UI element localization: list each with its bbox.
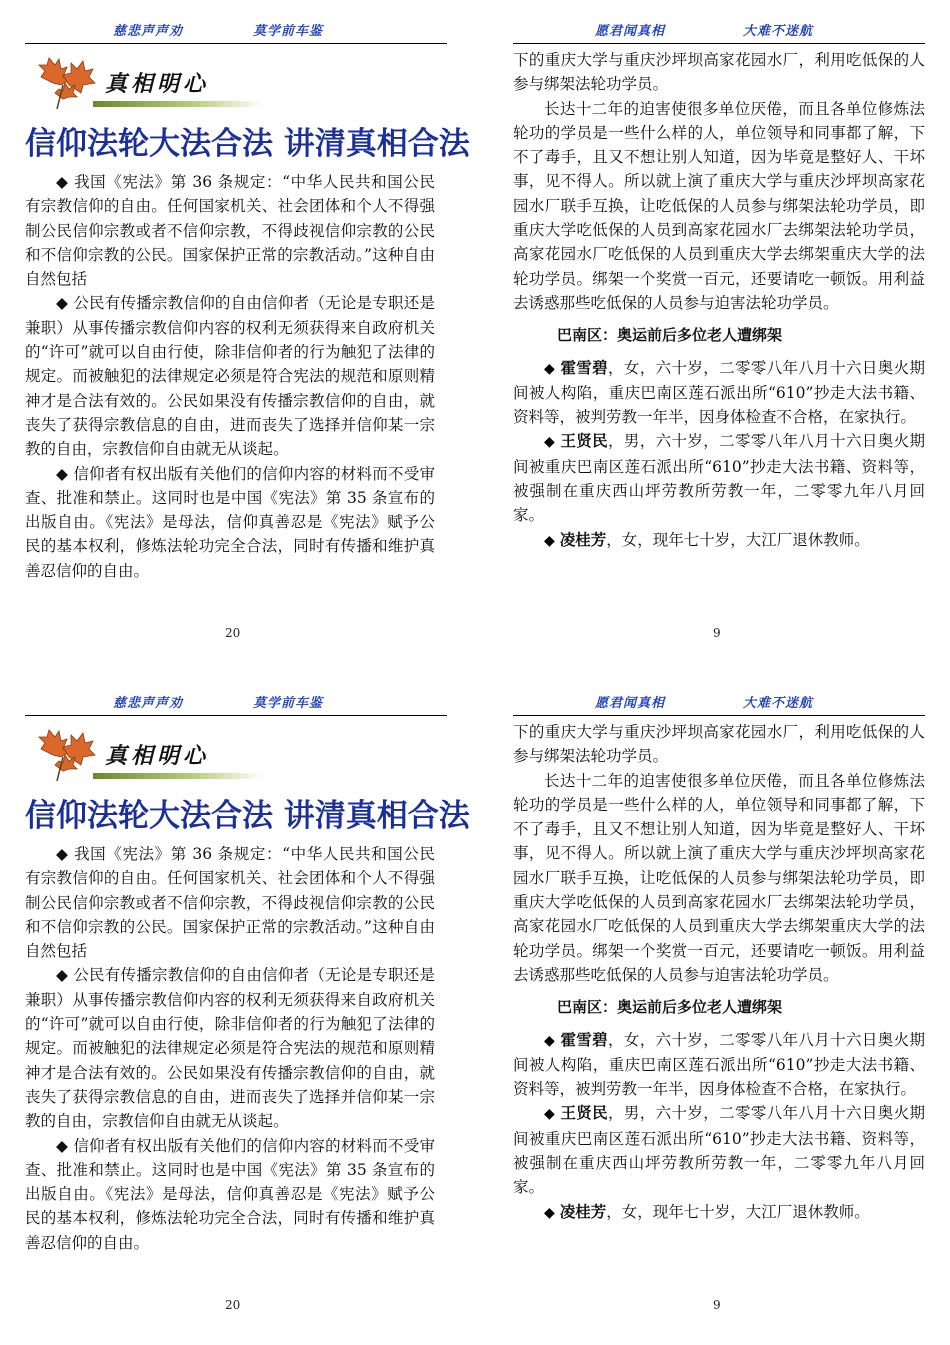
header-text-2: 大难不迷航 [743,696,814,711]
entry [513,1028,925,1102]
header-text-2: 莫学前车鉴 [253,24,324,39]
maple-leaf-icon [33,55,99,111]
entry [513,356,925,430]
header-rule [25,43,447,44]
entry-text: ，男，六十岁，二零零八年八月十六日奥火期间被重庆巴南区莲石派出所“610”抄走大法书籍、资料等，被强制在重庆西山坪劳教所劳教一年，二零零九年八月回家。 [513,1104,925,1197]
header-rule [25,715,447,716]
entry-text: ，女，六十岁，二零零八年八月十六日奥火期间被人构陷，重庆巴南区莲石派出所“610”抄走大法书籍、资料等，被判劳教一年半，因身体检查不合格，在家执行。 [513,358,925,427]
page-number: 9 [713,626,721,640]
entry-name: 王贤民 [560,1103,609,1123]
header-text-1: 愿君闻真相 [595,24,666,39]
header-text-1: 慈悲声声劝 [113,24,184,39]
paragraph: ◆ 信仰者有权出版有关他们的信仰内容的材料而不受审查、批准和禁止。这同时也是中国《宪法》第 35 条宣布的出版自由。《宪法》是母法，信仰真善忍是《宪法》赋予公民的基本权利，修炼法轮功完全合法，同时有传播和维护真善忍信仰的自由。 [25,1136,435,1252]
running-header [25,690,445,714]
section-underline [93,101,263,107]
header-text-2: 莫学前车鉴 [253,696,324,711]
page-spread-top [0,0,950,672]
paragraph: 长达十二年的迫害使很多单位厌倦，而且各单位修炼法轮功的学员是一些什么样的人，单位领导和同事都了解，下不了毒手，且又不想让别人知道，因为毕竟是整好人、干坏事，见不得人。所以就上演了重庆大学与重庆沙坪坝高家花园水厂联手互换，让吃低保的人员参与绑架法轮功学员，即重庆大学吃低保的人员到高家花园水厂去绑架法轮功学员，高家花园水厂吃低保的人员到重庆大学去绑架重庆大学的法轮功学员。绑架一个奖赏一百元，还要请吃一顿饭。用利益去诱惑那些吃低保的人员参与迫害法轮功学员。 [513,99,925,312]
page-number: 9 [713,1298,721,1312]
entry-name: 霍雪碧 [560,357,609,377]
entry-name: 凌桂芳 [559,529,607,549]
bullet-icon: ◆ [544,532,555,549]
entry [513,1101,925,1199]
entry-name: 王贤民 [560,431,609,451]
subheading: 巴南区：奥运前后多位老人遭绑架 [557,326,783,345]
subheading: 巴南区：奥运前后多位老人遭绑架 [557,998,783,1017]
section-underline [93,773,263,779]
header-text-1: 慈悲声声劝 [113,696,184,711]
paragraph: ◆ 信仰者有权出版有关他们的信仰内容的材料而不受审查、批准和禁止。这同时也是中国《宪法》第 35 条宣布的出版自由。《宪法》是母法，信仰真善忍是《宪法》赋予公民的基本权利，修炼法轮功完全合法，同时有传播和维护真善忍信仰的自由。 [25,464,435,580]
right-page [513,672,925,1344]
section-label: 真相明心 [105,71,210,97]
paragraph: 下的重庆大学与重庆沙坪坝高家花园水厂，利用吃低保的人参与绑架法轮功学员。 [513,51,925,94]
bullet-icon: ◆ [544,1032,556,1049]
entry-name: 凌桂芳 [559,1201,607,1221]
paragraph: 长达十二年的迫害使很多单位厌倦，而且各单位修炼法轮功的学员是一些什么样的人，单位领导和同事都了解，下不了毒手，且又不想让别人知道，因为毕竟是整好人、干坏事，见不得人。所以就上演了重庆大学与重庆沙坪坝高家花园水厂联手互换，让吃低保的人员参与绑架法轮功学员，即重庆大学吃低保的人员到高家花园水厂去绑架法轮功学员，高家花园水厂吃低保的人员到重庆大学去绑架重庆大学的法轮功学员。绑架一个奖赏一百元，还要请吃一顿饭。用利益去诱惑那些吃低保的人员参与迫害法轮功学员。 [513,771,925,984]
paragraph: ◆ 我国《宪法》第 36 条规定：“中华人民共和国公民有宗教信仰的自由。任何国家机关、社会团体和个人不得强制公民信仰宗教或者不信仰宗教，不得歧视信仰宗教的公民和不信仰宗教的公民。国家保护正常的宗教活动。”这种自由自然包括 [25,173,435,289]
header-rule [513,43,925,44]
article-title: 信仰法轮大法合法 讲清真相合法 [25,798,470,834]
paragraph: ◆ 公民有传播宗教信仰的自由信仰者（无论是专职还是兼职）从事传播宗教信仰内容的权利无须获得来自政府机关的“许可”就可以自由行使，除非信仰者的行为触犯了法律的规定。而被触犯的法律规定必须是符合宪法的规范和原则精神才是合法有效的。公民如果没有传播宗教信仰的自由，就丧失了获得宗教信息的自由，进而丧失了选择并信仰某一宗教的自由，宗教信仰自由就无从谈起。 [25,966,435,1131]
right-page [513,0,925,672]
running-header [25,18,445,42]
bullet-icon: ◆ [544,434,556,451]
article-body [25,170,435,583]
header-rule [513,715,925,716]
section-label: 真相明心 [105,743,210,769]
left-page [25,0,470,672]
page-spread-bottom [0,672,950,1344]
header-text-1: 愿君闻真相 [595,696,666,711]
article-title: 信仰法轮大法合法 讲清真相合法 [25,126,470,162]
bullet-icon: ◆ [544,1204,555,1221]
entry-text: ，女，现年七十岁，大江厂退休教师。 [606,1202,870,1221]
entry [513,528,925,553]
entry-text: ，男，六十岁，二零零八年八月十六日奥火期间被重庆巴南区莲石派出所“610”抄走大法书籍、资料等，被强制在重庆西山坪劳教所劳教一年，二零零九年八月回家。 [513,432,925,525]
bullet-icon: ◆ [544,1106,556,1123]
maple-leaf-icon [33,727,99,783]
bullet-icon: ◆ [544,360,556,377]
running-header [513,690,925,714]
article-body [513,720,925,1225]
section-tag [33,727,253,785]
left-page [25,672,470,1344]
entry-name: 霍雪碧 [560,1029,609,1049]
paragraph: 下的重庆大学与重庆沙坪坝高家花园水厂，利用吃低保的人参与绑架法轮功学员。 [513,723,925,766]
entry-text: ，女，现年七十岁，大江厂退休教师。 [606,530,870,549]
running-header [513,18,925,42]
page-number: 20 [225,626,241,640]
article-body [513,48,925,553]
page-number: 20 [225,1298,241,1312]
section-tag [33,55,253,113]
entry-text: ，女，六十岁，二零零八年八月十六日奥火期间被人构陷，重庆巴南区莲石派出所“610”抄走大法书籍、资料等，被判劳教一年半，因身体检查不合格，在家执行。 [513,1030,925,1099]
article-body [25,842,435,1255]
header-text-2: 大难不迷航 [743,24,814,39]
entry [513,429,925,527]
paragraph: ◆ 公民有传播宗教信仰的自由信仰者（无论是专职还是兼职）从事传播宗教信仰内容的权利无须获得来自政府机关的“许可”就可以自由行使，除非信仰者的行为触犯了法律的规定。而被触犯的法律规定必须是符合宪法的规范和原则精神才是合法有效的。公民如果没有传播宗教信仰的自由，就丧失了获得宗教信息的自由，进而丧失了选择并信仰某一宗教的自由，宗教信仰自由就无从谈起。 [25,294,435,459]
entry [513,1200,925,1225]
paragraph: ◆ 我国《宪法》第 36 条规定：“中华人民共和国公民有宗教信仰的自由。任何国家机关、社会团体和个人不得强制公民信仰宗教或者不信仰宗教，不得歧视信仰宗教的公民和不信仰宗教的公民。国家保护正常的宗教活动。”这种自由自然包括 [25,845,435,961]
